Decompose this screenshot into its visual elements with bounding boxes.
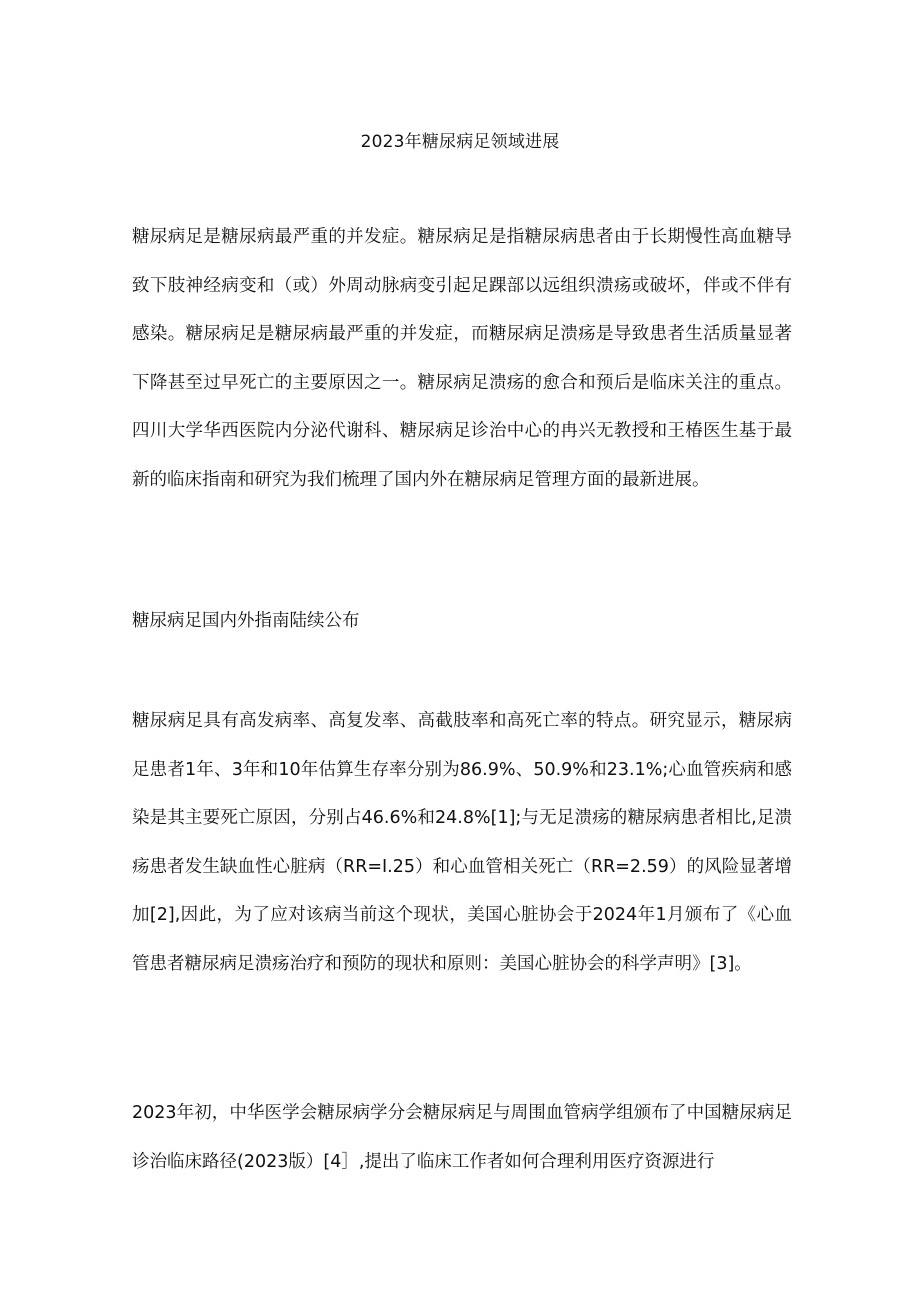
intro-paragraph: 糖尿病足是糖尿病最严重的并发症。糖尿病足是指糖尿病患者由于长期慢性高血糖导致下肢神经病变和（或）外周动脉病变引起足踝部以远组织溃疡或破坏，伴或不伴有感染。糖尿病足是糖尿病最严重的并发症，而糖尿病足溃疡是导致患者生活质量显著下降甚至过早死亡的主要原因之一。糖尿病足溃疡的愈合和预后是临床关注的重点。四川大学华西医院内分泌代谢科、糖尿病足诊治中心的冉兴无教授和王椿医生基于最新的临床指南和研究为我们梳理了国内外在糖尿病足管理方面的最新进展。: [132, 227, 792, 490]
document-title: 2023年糖尿病足领域进展: [360, 132, 560, 152]
china-pathway-paragraph: 2023年初，中华医学会糖尿病学分会糖尿病足与周围血管病学组颁布了中国糖尿病足诊治临床路径(2023版）[4］,提出了临床工作者如何合理利用医疗资源进行: [132, 1103, 792, 1172]
guidelines-paragraph: 糖尿病足具有高发病率、高复发率、高截肢率和高死亡率的特点。研究显示，糖尿病足患者1年、3年和10年估算生存率分别为86.9%、50.9%和23.1%;心血管疾病和感染是其主要死亡原因，分别占46.6%和24.8%[1];与无足溃疡的糖尿病患者相比,足溃疡患者发生缺血性心脏病（RR=I.25）和心血管相关死亡（RR=2.59）的风险显著增加[2],因此，为了应对该病当前这个现状，美国心脏协会于2024年1月颁布了《心血管患者糖尿病足溃疡治疗和预防的现状和原则：美国心脏协会的科学声明》[3]。: [132, 711, 792, 974]
section-heading: 糖尿病足国内外指南陆续公布: [132, 611, 360, 631]
